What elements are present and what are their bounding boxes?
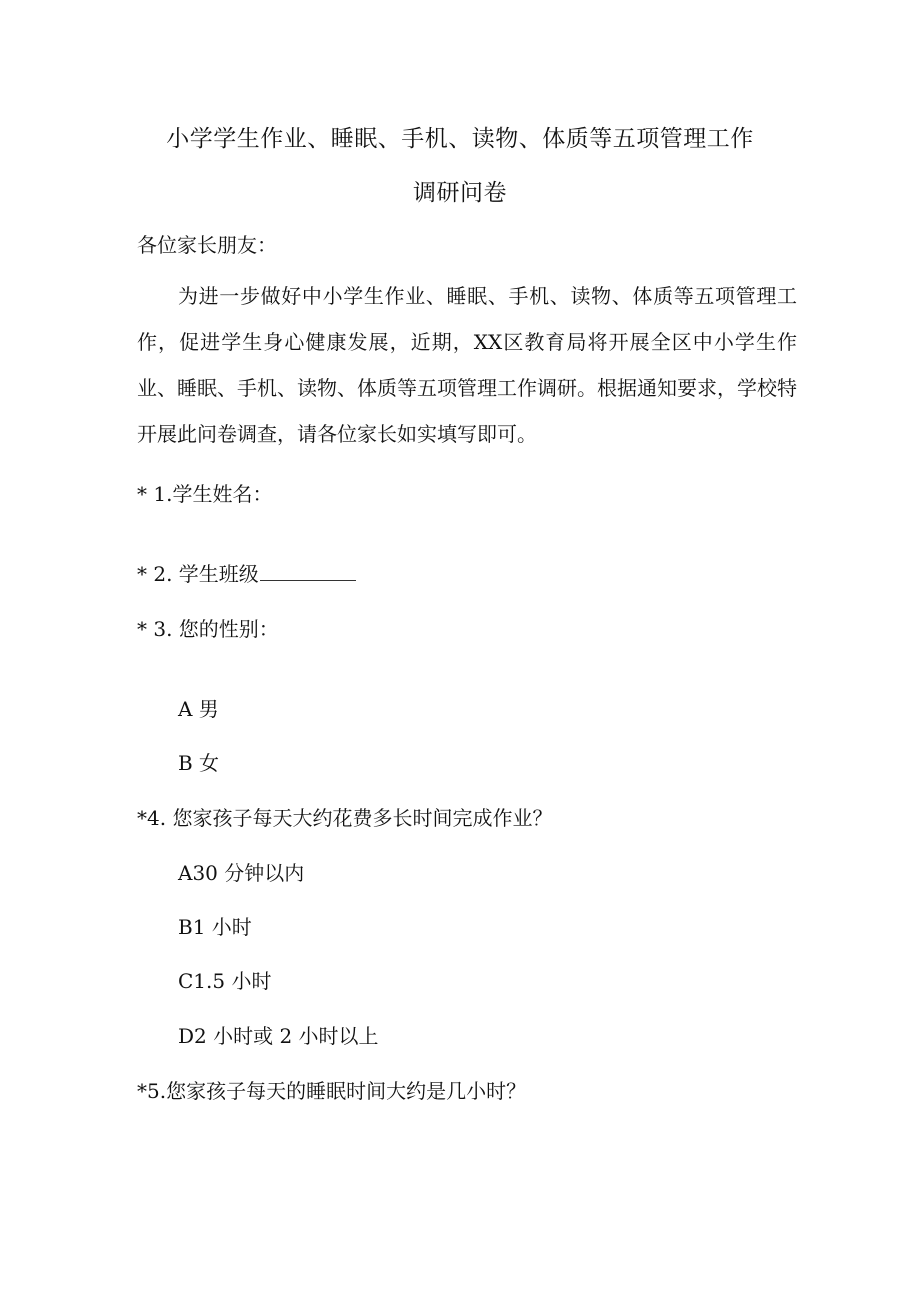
question-2 (137, 558, 356, 587)
question-5-text: *5.您家孩子每天的睡眠时间大约是几小时？ (137, 1079, 527, 1103)
question-1 (137, 478, 272, 507)
question-4-text: *4. 您家孩子每天大约花费多长时间完成作业？ (137, 806, 553, 830)
document-title-line-1: 小学学生作业、睡眠、手机、读物、体质等五项管理工作 (166, 126, 754, 152)
class-answer-blank[interactable] (260, 562, 356, 581)
question-4-option-d[interactable]: D2 小时或 2 小时以上 (178, 1024, 379, 1048)
question-1-text: * 1.学生姓名： (137, 482, 273, 506)
question-3 (137, 613, 279, 642)
greeting: 各位家长朋友： (137, 233, 277, 257)
question-4-option-a[interactable]: A30 分钟以内 (178, 861, 305, 885)
question-4-option-c[interactable]: C1.5 小时 (178, 969, 272, 993)
question-5 (137, 1075, 526, 1104)
question-4-option-b[interactable]: B1 小时 (178, 915, 252, 939)
question-2-text: * 2. 学生班级 (137, 562, 259, 586)
question-3-option-a[interactable]: A 男 (178, 697, 219, 721)
question-4 (137, 802, 552, 831)
intro-paragraph: 为进一步做好中小学生作业、睡眠、手机、读物、体质等五项管理工作，促进学生身心健康发展，近期，XX区教育局将开展全区中小学生作业、睡眠、手机、读物、体质等五项管理工作调研。根据通知要求，学校特开展此问卷调查，请各位家长如实填写即可。 (137, 284, 797, 446)
question-3-option-b[interactable]: B 女 (178, 751, 220, 775)
document-title-line-2: 调研问卷 (413, 180, 507, 206)
question-3-text: * 3. 您的性别： (137, 617, 279, 641)
